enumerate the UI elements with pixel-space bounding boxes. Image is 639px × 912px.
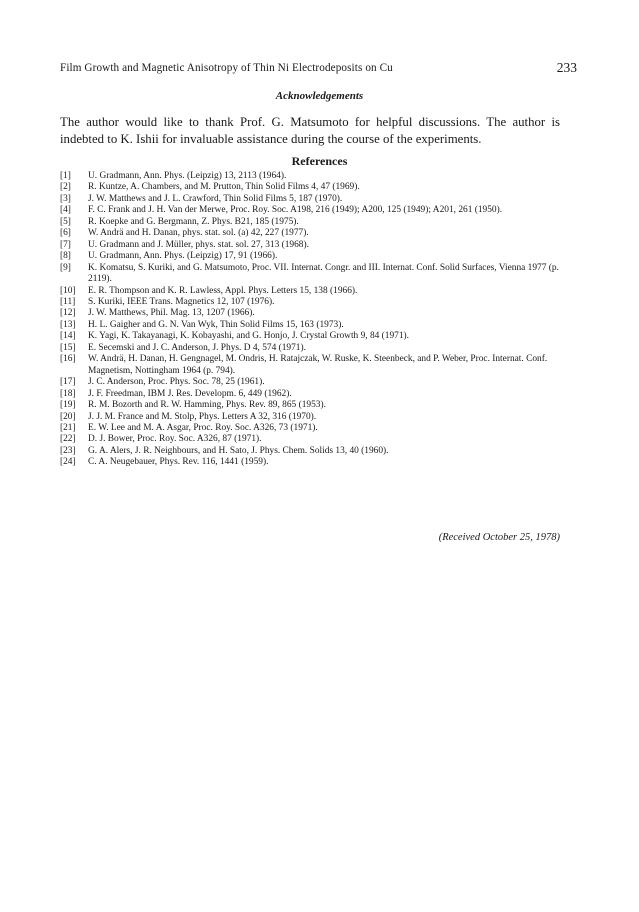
received-date: (Received October 25, 1978)	[438, 532, 560, 543]
reference-number: [9]	[60, 262, 71, 273]
reference-item	[60, 423, 570, 434]
reference-number: [3]	[60, 193, 71, 204]
reference-number: [10]	[60, 285, 76, 296]
reference-item	[60, 434, 570, 445]
references-list	[60, 171, 570, 469]
page-number: 233	[556, 60, 577, 75]
reference-text: E. R. Thompson and K. R. Lawless, Appl. Phys. Letters 15, 138 (1966).	[88, 285, 358, 296]
reference-number: [2]	[60, 182, 71, 193]
reference-item	[60, 412, 570, 423]
reference-number: [7]	[60, 239, 71, 250]
reference-item	[60, 205, 570, 216]
reference-item	[60, 217, 570, 228]
reference-number: [18]	[60, 388, 76, 399]
reference-item	[60, 263, 570, 286]
reference-item	[60, 240, 570, 251]
reference-number: [17]	[60, 377, 76, 388]
reference-item	[60, 182, 570, 193]
reference-text: R. M. Bozorth and R. W. Hamming, Phys. Rev. 89, 865 (1953).	[88, 400, 326, 411]
reference-text: R. Kuntze, A. Chambers, and M. Prutton, Thin Solid Films 4, 47 (1969).	[88, 182, 360, 193]
reference-number: [6]	[60, 228, 71, 239]
reference-text: H. L. Gaigher and G. N. Van Wyk, Thin Solid Films 15, 163 (1973).	[88, 319, 344, 330]
reference-text: R. Koepke and G. Bergmann, Z. Phys. B21, 185 (1975).	[88, 216, 299, 227]
reference-text: S. Kuriki, IEEE Trans. Magnetics 12, 107 (1976).	[88, 296, 275, 307]
reference-item	[60, 286, 570, 297]
reference-text: D. J. Bower, Proc. Roy. Soc. A326, 87 (1971).	[88, 434, 262, 445]
reference-number: [11]	[60, 296, 76, 307]
reference-item	[60, 457, 570, 468]
reference-number: [20]	[60, 411, 76, 422]
reference-text: G. A. Alers, J. R. Neighbours, and H. Sato, J. Phys. Chem. Solids 13, 40 (1960).	[88, 445, 389, 456]
reference-number: [13]	[60, 319, 76, 330]
reference-item	[60, 343, 570, 354]
reference-item	[60, 251, 570, 262]
reference-text: W. Andrä, H. Danan, H. Gengnagel, M. Ondris, H. Ratajczak, W. Ruske, K. Steenbeck, and P. Weber, Proc. Internat. Conf. Magnetism, Nottingham 1964 (p. 794).	[88, 354, 548, 376]
reference-item	[60, 171, 570, 182]
reference-item	[60, 354, 570, 377]
reference-number: [24]	[60, 457, 76, 468]
references-heading: References	[291, 154, 348, 168]
reference-number: [16]	[60, 354, 76, 365]
reference-number: [12]	[60, 308, 76, 319]
reference-item	[60, 331, 570, 342]
reference-text: K. Yagi, K. Takayanagi, K. Kobayashi, and G. Honjo, J. Crystal Growth 9, 84 (1971).	[88, 331, 410, 342]
reference-number: [8]	[60, 251, 71, 262]
reference-item	[60, 194, 570, 205]
reference-item	[60, 377, 570, 388]
reference-text: W. Andrä and H. Danan, phys. stat. sol. (a) 42, 227 (1977).	[88, 228, 309, 239]
reference-number: [21]	[60, 422, 76, 433]
reference-text: C. A. Neugebauer, Phys. Rev. 116, 1441 (1959).	[88, 457, 269, 468]
reference-number: [19]	[60, 400, 76, 411]
reference-text: U. Gradmann, Ann. Phys. (Leipzig) 17, 91 (1966).	[88, 251, 278, 262]
reference-number: [22]	[60, 434, 76, 445]
reference-number: [23]	[60, 445, 76, 456]
reference-item	[60, 308, 570, 319]
reference-text: J. J. M. France and M. Stolp, Phys. Letters A 32, 316 (1970).	[88, 411, 317, 422]
reference-text: E. Secemski and J. C. Anderson, J. Phys. D 4, 574 (1971).	[88, 342, 306, 353]
reference-text: E. W. Lee and M. A. Asgar, Proc. Roy. Soc. A326, 73 (1971).	[88, 422, 318, 433]
reference-item	[60, 389, 570, 400]
reference-text: J. W. Matthews, Phil. Mag. 13, 1207 (1966).	[88, 308, 255, 319]
acknowledgements-text: The author would like to thank Prof. G. Matsumoto for helpful discussions. The author is indebted to K. Ishii for invaluable assistance during the course of the experiments.	[60, 115, 560, 146]
reference-text: J. W. Matthews and J. L. Crawford, Thin Solid Films 5, 187 (1970).	[88, 193, 343, 204]
reference-item	[60, 320, 570, 331]
reference-number: [1]	[60, 171, 71, 181]
acknowledgements-heading: Acknowledgements	[275, 90, 364, 102]
reference-number: [15]	[60, 342, 76, 353]
reference-number: [14]	[60, 331, 76, 342]
reference-text: K. Komatsu, S. Kuriki, and G. Matsumoto, Proc. VII. Internat. Congr. and III. Internat. Conf. Solid Surfaces, Vienna 1977 (p. 2119).	[88, 262, 559, 285]
reference-item	[60, 446, 570, 457]
reference-text: J. F. Freedman, IBM J. Res. Developm. 6, 449 (1962).	[88, 388, 292, 399]
reference-text: U. Gradmann and J. Müller, phys. stat. sol. 27, 313 (1968).	[88, 239, 309, 250]
reference-text: U. Gradmann, Ann. Phys. (Leipzig) 13, 2113 (1964).	[88, 171, 287, 181]
reference-item	[60, 228, 570, 239]
reference-text: F. C. Frank and J. H. Van der Merwe, Proc. Roy. Soc. A198, 216 (1949); A200, 125 (1949); A201, 261 (1950).	[88, 205, 503, 216]
reference-item	[60, 297, 570, 308]
reference-item	[60, 400, 570, 411]
reference-number: [4]	[60, 205, 71, 216]
reference-number: [5]	[60, 216, 71, 227]
reference-text: J. C. Anderson, Proc. Phys. Soc. 78, 25 (1961).	[88, 377, 265, 388]
running-title: Film Growth and Magnetic Anisotropy of Thin Ni Electrodeposits on Cu	[60, 62, 393, 74]
